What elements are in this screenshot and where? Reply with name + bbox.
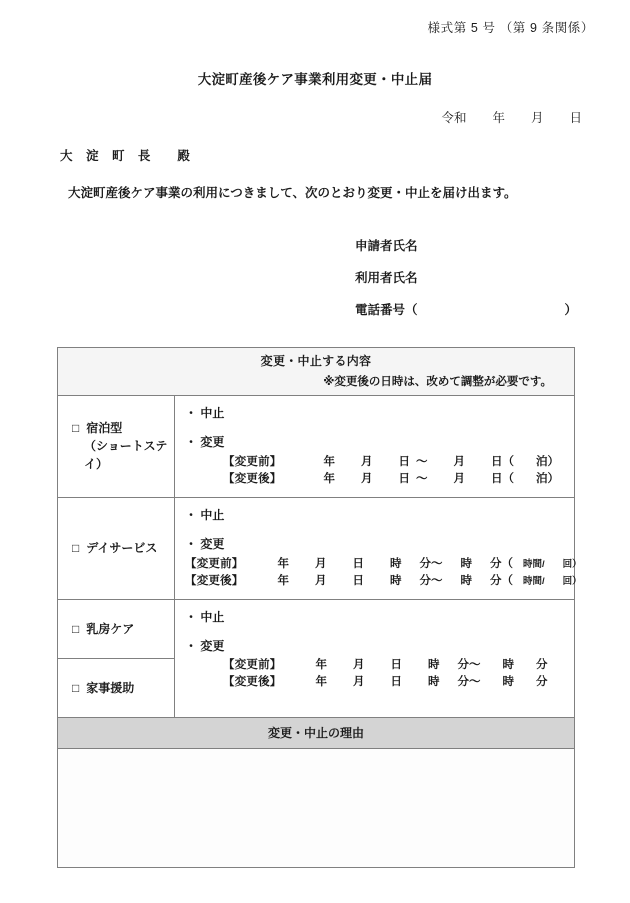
shortstay-before-line[interactable]: [185, 454, 574, 471]
day-unit: 日: [390, 659, 402, 672]
dayservice-content-cell[interactable]: [175, 497, 582, 599]
content-header-note: ※変更後の日時は、改めて調整が必要です。: [323, 376, 553, 388]
table-header-row: [58, 348, 575, 396]
year-unit: 年: [277, 574, 289, 587]
nights-unit: 泊）: [536, 472, 559, 485]
tilde: ～: [416, 455, 428, 468]
month-unit: 月: [530, 111, 544, 125]
after-tag: 【変更後】: [223, 676, 282, 689]
month-unit-2: 月: [453, 472, 465, 485]
year-unit: 年: [492, 111, 505, 125]
hour-unit-2: 時: [460, 574, 472, 587]
hour-unit-2: 時: [502, 659, 514, 672]
table-row: [58, 497, 575, 599]
year-unit: 年: [315, 659, 327, 672]
phone-number-field[interactable]: [355, 300, 577, 332]
option-change-breastcare[interactable]: ・ 変更: [185, 638, 225, 653]
addressee-honorific: 殿: [177, 149, 190, 163]
breastcare-label: 乳房ケア: [86, 621, 135, 636]
day-unit: 日: [398, 455, 410, 468]
reason-body-row: [58, 748, 575, 867]
minute-unit-2: 分（: [490, 574, 513, 587]
minute-unit: 分～: [457, 676, 481, 689]
day-unit: 日: [569, 111, 582, 125]
shortstay-content-cell[interactable]: [175, 396, 575, 498]
month-unit: 月: [361, 455, 373, 468]
hour-unit: 時: [390, 557, 402, 570]
housework-after-line[interactable]: [185, 674, 574, 691]
month-unit: 月: [353, 676, 365, 689]
times-unit: 回）: [562, 575, 582, 587]
checkbox-breastcare[interactable]: □: [72, 621, 80, 636]
applicant-name-label: 申請者氏名: [355, 239, 418, 253]
tilde: ～: [416, 472, 428, 485]
housework-date-rows: [185, 657, 574, 691]
dayservice-after-line[interactable]: [185, 573, 582, 590]
housework-before-line[interactable]: [185, 657, 574, 674]
minute-unit-2: 分: [536, 659, 548, 672]
body-statement: 大淀町産後ケア事業の利用につきまして、次のとおり変更・中止を届け出ます。: [68, 186, 517, 200]
table-row: [58, 396, 575, 498]
hour-unit-2: 時: [502, 676, 514, 689]
reason-header-row: [58, 717, 575, 748]
dayservice-label: デイサービス: [86, 541, 158, 556]
option-cancel-breastcare[interactable]: ・ 中止: [185, 609, 225, 624]
phone-number-close-paren: ）: [564, 303, 577, 317]
dayservice-date-rows: [185, 556, 582, 590]
option-change-shortstay[interactable]: ・ 変更: [185, 435, 225, 450]
times-unit: 回）: [562, 558, 582, 570]
before-tag: 【変更前】: [223, 455, 282, 468]
hour-unit: 時: [428, 676, 440, 689]
shortstay-after-line[interactable]: [185, 471, 574, 488]
day-unit-2: 日（: [491, 455, 514, 468]
dayservice-before-line[interactable]: [185, 556, 582, 573]
reason-header: 変更・中止の理由: [58, 717, 575, 748]
user-name-label: 利用者氏名: [355, 271, 418, 285]
hours-unit: 時間/: [523, 558, 545, 570]
before-tag: 【変更前】: [223, 659, 282, 672]
table-row: [58, 599, 575, 658]
user-name-field[interactable]: [355, 268, 577, 300]
applicant-fields: [355, 236, 577, 332]
breastcare-housework-content-cell[interactable]: [175, 599, 575, 717]
era-label: 令和: [441, 111, 467, 125]
hour-unit: 時: [390, 574, 402, 587]
shortstay-sublabel: （ショートステイ）: [84, 439, 168, 472]
housework-label: 家事援助: [86, 680, 135, 695]
month-unit-2: 月: [453, 455, 465, 468]
minute-unit-2: 分（: [490, 557, 513, 570]
form-number: 様式第 5 号 （第 9 条関係）: [427, 21, 594, 35]
option-cancel-dayservice[interactable]: ・ 中止: [185, 507, 225, 522]
month-unit: 月: [353, 659, 365, 672]
year-unit: 年: [277, 557, 289, 570]
after-tag: 【変更後】: [223, 472, 282, 485]
month-unit: 月: [361, 472, 373, 485]
day-unit: 日: [352, 574, 364, 587]
hour-unit: 時: [428, 659, 440, 672]
applicant-name-field[interactable]: [355, 236, 577, 268]
day-unit-2: 日（: [491, 472, 514, 485]
hour-unit-2: 時: [460, 557, 472, 570]
content-header-title: 変更・中止する内容: [260, 354, 372, 368]
content-header-cell: [58, 348, 575, 396]
option-cancel-shortstay[interactable]: ・ 中止: [185, 406, 225, 420]
change-content-table: [57, 347, 582, 868]
shortstay-label: 宿泊型: [86, 421, 123, 436]
checkbox-housework[interactable]: □: [72, 680, 80, 695]
date-line: [441, 108, 582, 126]
checkbox-dayservice[interactable]: □: [72, 541, 80, 556]
minute-unit: 分～: [457, 659, 481, 672]
before-tag: 【変更前】: [185, 557, 244, 570]
option-change-dayservice[interactable]: ・ 変更: [185, 537, 225, 552]
year-unit: 年: [315, 676, 327, 689]
service-label-dayservice[interactable]: [58, 497, 175, 599]
month-unit: 月: [315, 557, 327, 570]
reason-input-area[interactable]: [58, 748, 575, 867]
service-label-shortstay[interactable]: [58, 396, 175, 498]
nights-unit: 泊）: [536, 455, 559, 468]
checkbox-shortstay[interactable]: □: [72, 421, 80, 436]
minute-unit-2: 分: [536, 676, 548, 689]
minute-unit: 分～: [419, 557, 443, 570]
service-label-housework[interactable]: [58, 658, 175, 717]
year-unit: 年: [323, 455, 335, 468]
page-title: 大淀町産後ケア事業利用変更・中止届: [197, 72, 433, 87]
after-tag: 【変更後】: [185, 574, 244, 587]
service-label-breastcare[interactable]: [58, 599, 175, 658]
year-unit: 年: [323, 472, 335, 485]
shortstay-date-rows: [185, 454, 574, 488]
day-unit: 日: [390, 676, 402, 689]
minute-unit: 分～: [419, 574, 443, 587]
day-unit: 日: [352, 557, 364, 570]
addressee: [60, 146, 190, 164]
addressee-name: 大 淀 町 長: [60, 149, 156, 163]
day-unit: 日: [398, 472, 410, 485]
month-unit: 月: [315, 574, 327, 587]
phone-number-label: 電話番号（: [355, 303, 418, 317]
hours-unit: 時間/: [523, 575, 545, 587]
